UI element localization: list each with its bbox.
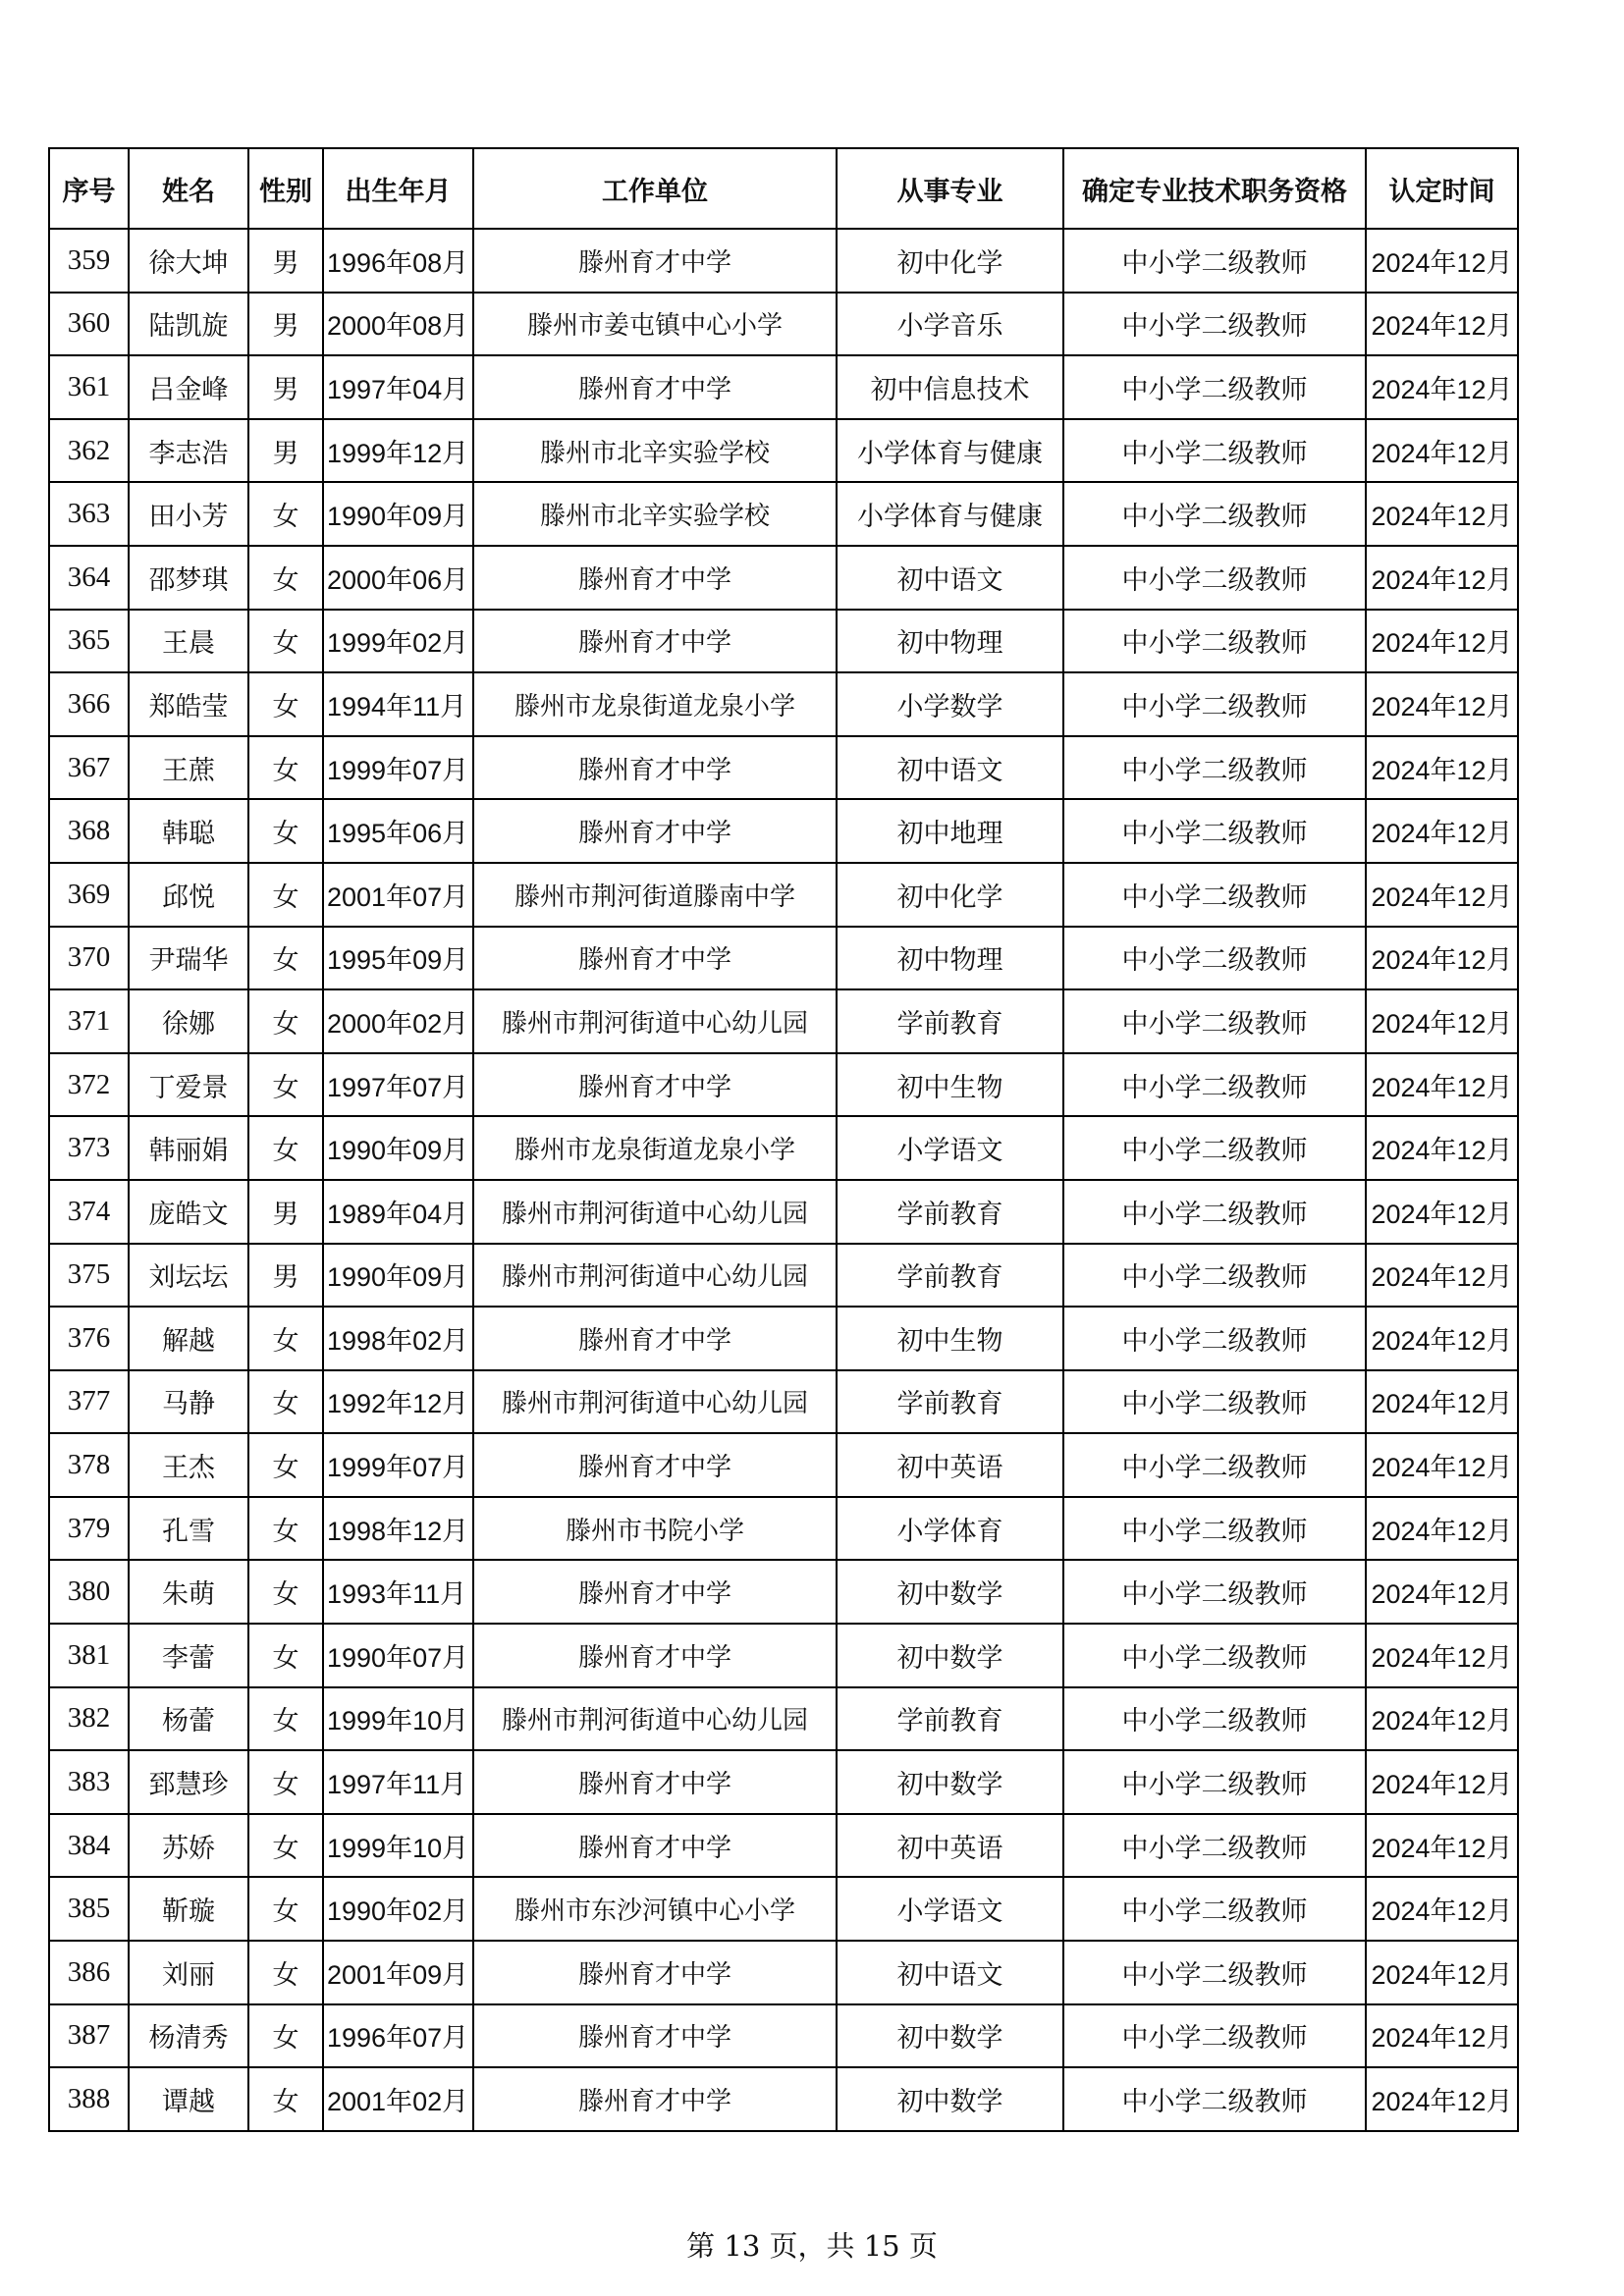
cell-name: 解越 <box>129 1307 248 1370</box>
cell-major: 小学音乐 <box>837 293 1063 356</box>
cell-name: 郑皓莹 <box>129 672 248 736</box>
cell-major: 学前教育 <box>837 1370 1063 1434</box>
table-row <box>49 2004 1518 2068</box>
cell-major: 初中数学 <box>837 2004 1063 2068</box>
cell-name: 王晨 <box>129 610 248 673</box>
cell-date: 2024年12月 <box>1366 1180 1518 1244</box>
cell-gender: 女 <box>248 2004 323 2068</box>
cell-birth: 1999年10月 <box>323 1814 473 1878</box>
cell-birth: 1996年08月 <box>323 229 473 293</box>
table-row <box>49 229 1518 293</box>
cell-unit: 滕州市荆河街道滕南中学 <box>473 863 837 927</box>
cell-gender: 女 <box>248 1750 323 1814</box>
cell-name: 尹瑞华 <box>129 927 248 990</box>
cell-unit: 滕州育才中学 <box>473 1750 837 1814</box>
header-date: 认定时间 <box>1366 148 1518 229</box>
table-row <box>49 1750 1518 1814</box>
cell-name: 韩丽娟 <box>129 1116 248 1180</box>
cell-unit: 滕州市龙泉街道龙泉小学 <box>473 1116 837 1180</box>
cell-birth: 1999年12月 <box>323 419 473 483</box>
cell-seq: 361 <box>49 355 129 419</box>
table-row <box>49 927 1518 990</box>
cell-date: 2024年12月 <box>1366 1687 1518 1751</box>
cell-qualification: 中小学二级教师 <box>1063 419 1366 483</box>
cell-seq: 369 <box>49 863 129 927</box>
cell-unit: 滕州育才中学 <box>473 1053 837 1117</box>
table-row <box>49 355 1518 419</box>
cell-date: 2024年12月 <box>1366 546 1518 610</box>
header-major: 从事专业 <box>837 148 1063 229</box>
table-row <box>49 1624 1518 1687</box>
cell-date: 2024年12月 <box>1366 672 1518 736</box>
cell-birth: 1999年10月 <box>323 1687 473 1751</box>
cell-name: 马静 <box>129 1370 248 1434</box>
cell-unit: 滕州市荆河街道中心幼儿园 <box>473 1180 837 1244</box>
cell-major: 初中化学 <box>837 863 1063 927</box>
cell-gender: 女 <box>248 1116 323 1180</box>
cell-name: 孔雪 <box>129 1497 248 1561</box>
cell-unit: 滕州市荆河街道中心幼儿园 <box>473 1687 837 1751</box>
cell-gender: 女 <box>248 1497 323 1561</box>
cell-gender: 女 <box>248 672 323 736</box>
cell-name: 谭越 <box>129 2067 248 2131</box>
cell-gender: 女 <box>248 927 323 990</box>
header-qualification: 确定专业技术职务资格 <box>1063 148 1366 229</box>
cell-unit: 滕州育才中学 <box>473 1560 837 1624</box>
cell-gender: 女 <box>248 736 323 800</box>
cell-birth: 1990年02月 <box>323 1877 473 1941</box>
cell-date: 2024年12月 <box>1366 1814 1518 1878</box>
cell-gender: 女 <box>248 546 323 610</box>
cell-qualification: 中小学二级教师 <box>1063 989 1366 1053</box>
cell-date: 2024年12月 <box>1366 293 1518 356</box>
cell-seq: 385 <box>49 1877 129 1941</box>
cell-qualification: 中小学二级教师 <box>1063 1053 1366 1117</box>
table-row <box>49 1560 1518 1624</box>
cell-qualification: 中小学二级教师 <box>1063 1560 1366 1624</box>
cell-unit: 滕州育才中学 <box>473 2004 837 2068</box>
cell-gender: 女 <box>248 1941 323 2004</box>
cell-qualification: 中小学二级教师 <box>1063 1497 1366 1561</box>
cell-qualification: 中小学二级教师 <box>1063 1307 1366 1370</box>
cell-birth: 1999年02月 <box>323 610 473 673</box>
table-row <box>49 546 1518 610</box>
cell-seq: 370 <box>49 927 129 990</box>
cell-name: 陆凯旋 <box>129 293 248 356</box>
cell-seq: 380 <box>49 1560 129 1624</box>
cell-gender: 男 <box>248 355 323 419</box>
table-header-row <box>49 148 1518 229</box>
cell-name: 韩聪 <box>129 799 248 863</box>
cell-date: 2024年12月 <box>1366 1560 1518 1624</box>
cell-gender: 女 <box>248 1624 323 1687</box>
cell-birth: 1994年11月 <box>323 672 473 736</box>
cell-seq: 375 <box>49 1244 129 1308</box>
cell-birth: 2000年02月 <box>323 989 473 1053</box>
cell-name: 靳璇 <box>129 1877 248 1941</box>
cell-major: 学前教育 <box>837 1180 1063 1244</box>
cell-major: 学前教育 <box>837 989 1063 1053</box>
cell-major: 初中数学 <box>837 1560 1063 1624</box>
header-seq: 序号 <box>49 148 129 229</box>
cell-birth: 1990年09月 <box>323 1244 473 1308</box>
cell-date: 2024年12月 <box>1366 1877 1518 1941</box>
header-gender: 性别 <box>248 148 323 229</box>
table-body <box>49 229 1518 2131</box>
cell-seq: 373 <box>49 1116 129 1180</box>
cell-seq: 384 <box>49 1814 129 1878</box>
cell-major: 学前教育 <box>837 1687 1063 1751</box>
table-row <box>49 1370 1518 1434</box>
cell-qualification: 中小学二级教师 <box>1063 1180 1366 1244</box>
cell-name: 庞皓文 <box>129 1180 248 1244</box>
cell-seq: 381 <box>49 1624 129 1687</box>
cell-major: 初中生物 <box>837 1053 1063 1117</box>
cell-unit: 滕州市荆河街道中心幼儿园 <box>473 989 837 1053</box>
cell-name: 朱萌 <box>129 1560 248 1624</box>
cell-gender: 女 <box>248 1687 323 1751</box>
cell-date: 2024年12月 <box>1366 1307 1518 1370</box>
cell-qualification: 中小学二级教师 <box>1063 736 1366 800</box>
cell-major: 小学体育 <box>837 1497 1063 1561</box>
cell-unit: 滕州育才中学 <box>473 2067 837 2131</box>
cell-birth: 1998年02月 <box>323 1307 473 1370</box>
cell-gender: 女 <box>248 2067 323 2131</box>
cell-unit: 滕州育才中学 <box>473 229 837 293</box>
cell-name: 苏娇 <box>129 1814 248 1878</box>
cell-date: 2024年12月 <box>1366 989 1518 1053</box>
table-row <box>49 863 1518 927</box>
cell-gender: 男 <box>248 419 323 483</box>
cell-qualification: 中小学二级教师 <box>1063 610 1366 673</box>
cell-major: 学前教育 <box>837 1244 1063 1308</box>
cell-unit: 滕州育才中学 <box>473 1307 837 1370</box>
cell-name: 吕金峰 <box>129 355 248 419</box>
cell-name: 徐大坤 <box>129 229 248 293</box>
cell-seq: 376 <box>49 1307 129 1370</box>
cell-name: 丁爱景 <box>129 1053 248 1117</box>
cell-name: 郅慧珍 <box>129 1750 248 1814</box>
cell-qualification: 中小学二级教师 <box>1063 927 1366 990</box>
cell-seq: 387 <box>49 2004 129 2068</box>
cell-qualification: 中小学二级教师 <box>1063 546 1366 610</box>
cell-birth: 1998年12月 <box>323 1497 473 1561</box>
table-row <box>49 1116 1518 1180</box>
cell-date: 2024年12月 <box>1366 1116 1518 1180</box>
cell-name: 刘坛坛 <box>129 1244 248 1308</box>
cell-seq: 386 <box>49 1941 129 2004</box>
cell-gender: 女 <box>248 1560 323 1624</box>
cell-unit: 滕州市荆河街道中心幼儿园 <box>473 1370 837 1434</box>
cell-name: 刘丽 <box>129 1941 248 2004</box>
cell-major: 初中信息技术 <box>837 355 1063 419</box>
cell-major: 初中物理 <box>837 610 1063 673</box>
cell-qualification: 中小学二级教师 <box>1063 672 1366 736</box>
cell-unit: 滕州市北辛实验学校 <box>473 482 837 546</box>
cell-unit: 滕州育才中学 <box>473 610 837 673</box>
cell-seq: 362 <box>49 419 129 483</box>
cell-date: 2024年12月 <box>1366 229 1518 293</box>
cell-major: 小学语文 <box>837 1877 1063 1941</box>
cell-unit: 滕州育才中学 <box>473 799 837 863</box>
cell-seq: 379 <box>49 1497 129 1561</box>
cell-qualification: 中小学二级教师 <box>1063 1877 1366 1941</box>
cell-seq: 371 <box>49 989 129 1053</box>
table-row <box>49 799 1518 863</box>
cell-qualification: 中小学二级教师 <box>1063 1814 1366 1878</box>
cell-birth: 1992年12月 <box>323 1370 473 1434</box>
cell-unit: 滕州育才中学 <box>473 1941 837 2004</box>
cell-date: 2024年12月 <box>1366 482 1518 546</box>
table-row <box>49 1941 1518 2004</box>
cell-gender: 女 <box>248 799 323 863</box>
cell-gender: 女 <box>248 1433 323 1497</box>
cell-unit: 滕州育才中学 <box>473 546 837 610</box>
cell-birth: 1990年09月 <box>323 1116 473 1180</box>
cell-gender: 男 <box>248 293 323 356</box>
table-row <box>49 1497 1518 1561</box>
cell-major: 初中语文 <box>837 546 1063 610</box>
cell-date: 2024年12月 <box>1366 2067 1518 2131</box>
cell-birth: 1996年07月 <box>323 2004 473 2068</box>
cell-date: 2024年12月 <box>1366 355 1518 419</box>
cell-gender: 女 <box>248 482 323 546</box>
header-birth: 出生年月 <box>323 148 473 229</box>
cell-birth: 1993年11月 <box>323 1560 473 1624</box>
cell-unit: 滕州市东沙河镇中心小学 <box>473 1877 837 1941</box>
cell-date: 2024年12月 <box>1366 1244 1518 1308</box>
cell-seq: 360 <box>49 293 129 356</box>
cell-seq: 377 <box>49 1370 129 1434</box>
cell-birth: 1999年07月 <box>323 1433 473 1497</box>
cell-seq: 374 <box>49 1180 129 1244</box>
teacher-qualification-table <box>48 147 1519 2132</box>
cell-unit: 滕州市书院小学 <box>473 1497 837 1561</box>
cell-qualification: 中小学二级教师 <box>1063 1941 1366 2004</box>
cell-major: 小学语文 <box>837 1116 1063 1180</box>
table-row <box>49 1433 1518 1497</box>
cell-birth: 1997年07月 <box>323 1053 473 1117</box>
cell-seq: 364 <box>49 546 129 610</box>
cell-gender: 女 <box>248 1877 323 1941</box>
cell-name: 徐娜 <box>129 989 248 1053</box>
cell-birth: 1989年04月 <box>323 1180 473 1244</box>
table-row <box>49 1687 1518 1751</box>
cell-gender: 女 <box>248 1370 323 1434</box>
cell-major: 初中英语 <box>837 1814 1063 1878</box>
cell-birth: 1995年06月 <box>323 799 473 863</box>
table-row <box>49 1053 1518 1117</box>
cell-date: 2024年12月 <box>1366 1750 1518 1814</box>
cell-unit: 滕州市北辛实验学校 <box>473 419 837 483</box>
cell-qualification: 中小学二级教师 <box>1063 1624 1366 1687</box>
table-row <box>49 989 1518 1053</box>
cell-date: 2024年12月 <box>1366 1370 1518 1434</box>
cell-qualification: 中小学二级教师 <box>1063 293 1366 356</box>
cell-major: 初中生物 <box>837 1307 1063 1370</box>
cell-qualification: 中小学二级教师 <box>1063 2004 1366 2068</box>
header-unit: 工作单位 <box>473 148 837 229</box>
cell-qualification: 中小学二级教师 <box>1063 229 1366 293</box>
cell-date: 2024年12月 <box>1366 1497 1518 1561</box>
table-row <box>49 1307 1518 1370</box>
cell-birth: 1999年07月 <box>323 736 473 800</box>
cell-major: 初中化学 <box>837 229 1063 293</box>
cell-major: 初中地理 <box>837 799 1063 863</box>
cell-qualification: 中小学二级教师 <box>1063 2067 1366 2131</box>
table-row <box>49 1877 1518 1941</box>
cell-seq: 363 <box>49 482 129 546</box>
cell-unit: 滕州育才中学 <box>473 1624 837 1687</box>
cell-birth: 1997年11月 <box>323 1750 473 1814</box>
cell-birth: 2000年08月 <box>323 293 473 356</box>
cell-major: 初中语文 <box>837 1941 1063 2004</box>
cell-major: 初中数学 <box>837 1624 1063 1687</box>
cell-seq: 359 <box>49 229 129 293</box>
cell-seq: 368 <box>49 799 129 863</box>
table-row <box>49 736 1518 800</box>
cell-birth: 2000年06月 <box>323 546 473 610</box>
cell-birth: 2001年02月 <box>323 2067 473 2131</box>
cell-unit: 滕州育才中学 <box>473 1814 837 1878</box>
cell-birth: 1990年07月 <box>323 1624 473 1687</box>
cell-gender: 女 <box>248 989 323 1053</box>
table-row <box>49 293 1518 356</box>
table-row <box>49 2067 1518 2131</box>
cell-unit: 滕州育才中学 <box>473 1433 837 1497</box>
cell-seq: 367 <box>49 736 129 800</box>
cell-major: 初中数学 <box>837 1750 1063 1814</box>
cell-gender: 女 <box>248 1814 323 1878</box>
cell-gender: 女 <box>248 1307 323 1370</box>
cell-birth: 1995年09月 <box>323 927 473 990</box>
cell-birth: 2001年07月 <box>323 863 473 927</box>
cell-major: 小学体育与健康 <box>837 419 1063 483</box>
cell-qualification: 中小学二级教师 <box>1063 799 1366 863</box>
cell-date: 2024年12月 <box>1366 927 1518 990</box>
page-footer: 第 13 页，共 15 页 <box>686 2229 938 2263</box>
cell-seq: 372 <box>49 1053 129 1117</box>
cell-birth: 1997年04月 <box>323 355 473 419</box>
cell-major: 初中数学 <box>837 2067 1063 2131</box>
cell-unit: 滕州育才中学 <box>473 736 837 800</box>
cell-gender: 男 <box>248 229 323 293</box>
table-row <box>49 482 1518 546</box>
cell-qualification: 中小学二级教师 <box>1063 1433 1366 1497</box>
cell-seq: 366 <box>49 672 129 736</box>
table-row <box>49 610 1518 673</box>
cell-date: 2024年12月 <box>1366 1624 1518 1687</box>
cell-date: 2024年12月 <box>1366 1433 1518 1497</box>
table-row <box>49 419 1518 483</box>
cell-name: 邵梦琪 <box>129 546 248 610</box>
cell-gender: 女 <box>248 863 323 927</box>
cell-name: 杨蕾 <box>129 1687 248 1751</box>
cell-seq: 388 <box>49 2067 129 2131</box>
cell-name: 杨清秀 <box>129 2004 248 2068</box>
cell-seq: 382 <box>49 1687 129 1751</box>
cell-seq: 383 <box>49 1750 129 1814</box>
cell-qualification: 中小学二级教师 <box>1063 1244 1366 1308</box>
cell-birth: 1990年09月 <box>323 482 473 546</box>
cell-major: 初中英语 <box>837 1433 1063 1497</box>
cell-unit: 滕州市荆河街道中心幼儿园 <box>473 1244 837 1308</box>
table-row <box>49 1180 1518 1244</box>
cell-name: 李志浩 <box>129 419 248 483</box>
cell-name: 王杰 <box>129 1433 248 1497</box>
cell-gender: 女 <box>248 1053 323 1117</box>
cell-qualification: 中小学二级教师 <box>1063 863 1366 927</box>
cell-gender: 男 <box>248 1244 323 1308</box>
cell-major: 小学数学 <box>837 672 1063 736</box>
cell-qualification: 中小学二级教师 <box>1063 355 1366 419</box>
cell-unit: 滕州市龙泉街道龙泉小学 <box>473 672 837 736</box>
cell-qualification: 中小学二级教师 <box>1063 482 1366 546</box>
cell-qualification: 中小学二级教师 <box>1063 1116 1366 1180</box>
cell-qualification: 中小学二级教师 <box>1063 1750 1366 1814</box>
cell-gender: 男 <box>248 1180 323 1244</box>
cell-date: 2024年12月 <box>1366 863 1518 927</box>
cell-birth: 2001年09月 <box>323 1941 473 2004</box>
cell-date: 2024年12月 <box>1366 610 1518 673</box>
cell-name: 田小芳 <box>129 482 248 546</box>
cell-date: 2024年12月 <box>1366 419 1518 483</box>
cell-date: 2024年12月 <box>1366 1941 1518 2004</box>
table-row <box>49 672 1518 736</box>
cell-name: 王蔗 <box>129 736 248 800</box>
cell-major: 初中物理 <box>837 927 1063 990</box>
cell-name: 邱悦 <box>129 863 248 927</box>
cell-seq: 378 <box>49 1433 129 1497</box>
cell-qualification: 中小学二级教师 <box>1063 1370 1366 1434</box>
cell-unit: 滕州育才中学 <box>473 355 837 419</box>
cell-name: 李蕾 <box>129 1624 248 1687</box>
cell-date: 2024年12月 <box>1366 736 1518 800</box>
table-row <box>49 1814 1518 1878</box>
cell-major: 小学体育与健康 <box>837 482 1063 546</box>
cell-date: 2024年12月 <box>1366 1053 1518 1117</box>
cell-unit: 滕州育才中学 <box>473 927 837 990</box>
cell-qualification: 中小学二级教师 <box>1063 1687 1366 1751</box>
cell-unit: 滕州市姜屯镇中心小学 <box>473 293 837 356</box>
header-name: 姓名 <box>129 148 248 229</box>
cell-date: 2024年12月 <box>1366 799 1518 863</box>
cell-date: 2024年12月 <box>1366 2004 1518 2068</box>
table-row <box>49 1244 1518 1308</box>
cell-gender: 女 <box>248 610 323 673</box>
cell-seq: 365 <box>49 610 129 673</box>
cell-major: 初中语文 <box>837 736 1063 800</box>
